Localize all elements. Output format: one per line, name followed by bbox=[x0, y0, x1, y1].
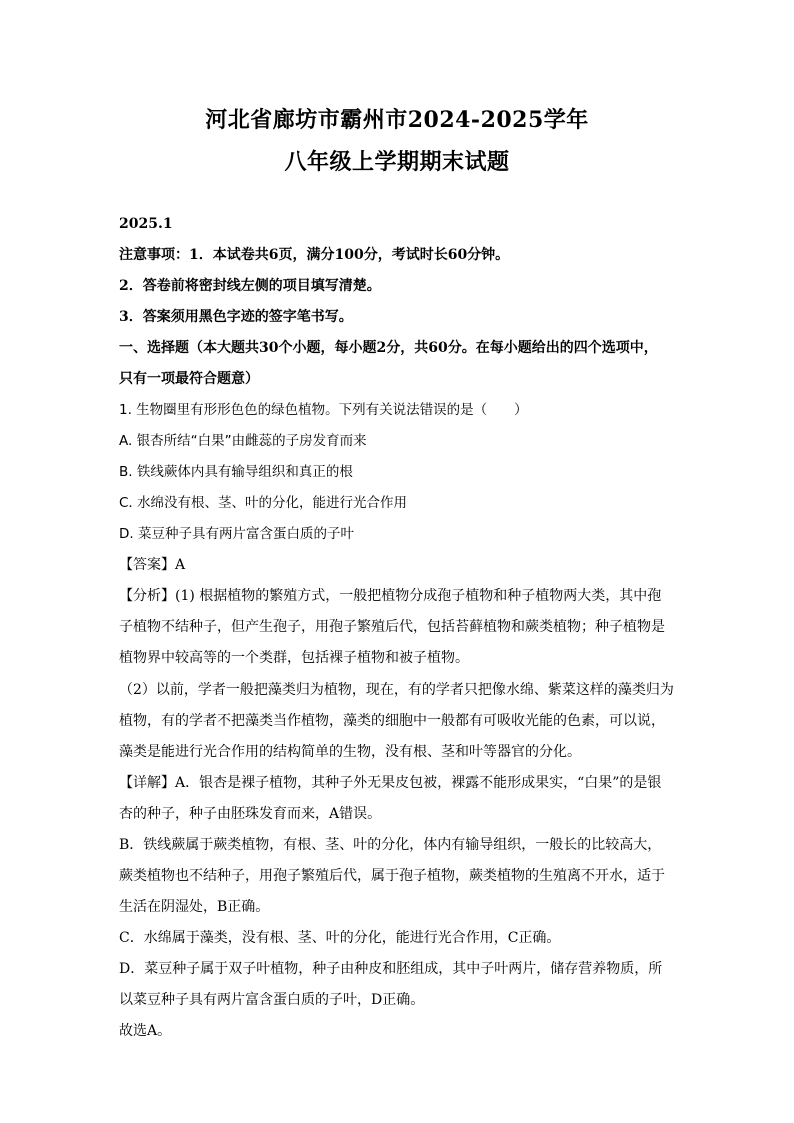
notice-line: 2．答卷前将密封线左侧的项目填写清楚。 bbox=[119, 278, 381, 294]
detail-line: 以菜豆种子具有两片富含蛋白质的子叶，D正确。 bbox=[119, 992, 425, 1008]
section-heading-line: 一、选择题（本大题共30个小题，每小题2分，共60分。在每小题给出的四个选项中， bbox=[119, 340, 658, 356]
notice-line: 注意事项：1．本试卷共6页，满分100分，考试时长60分钟。 bbox=[119, 247, 510, 263]
exam-date: 2025.1 bbox=[119, 216, 173, 232]
detail-line: 生活在阴湿处，B正确。 bbox=[119, 899, 270, 915]
detail-line: D．菜豆种子属于双子叶植物，种子由种皮和胚组成，其中子叶两片，储存营养物质，所 bbox=[119, 961, 663, 977]
conclusion-line: 故选A。 bbox=[119, 1023, 172, 1039]
analysis-line: 子植物不结种子，但产生孢子，用孢子繁殖后代，包括苔藓植物和蕨类植物；种子植物是 bbox=[119, 619, 665, 635]
section-heading-line: 只有一项最符合题意） bbox=[119, 371, 259, 387]
document-title-line-2: 八年级上学期期末试题 bbox=[284, 149, 510, 175]
document-title-line-1: 河北省廊坊市霸州市2024-2025学年 bbox=[205, 107, 589, 133]
detail-line: B．铁线蕨属于蕨类植物，有根、茎、叶的分化，体内有输导组织，一般长的比较高大， bbox=[119, 837, 662, 853]
analysis-line: 【分析】(1) 根据植物的繁殖方式，一般把植物分成孢子植物和种子植物两大类，其中孢 bbox=[119, 588, 662, 604]
option-b: B. 铁线蕨体内具有输导组织和真正的根 bbox=[119, 464, 353, 480]
detail-line: 蕨类植物也不结种子，用孢子繁殖后代，属于孢子植物，蕨类植物的生殖离不开水，适于 bbox=[119, 868, 665, 884]
detail-line: 【详解】A．银杏是裸子植物，其种子外无果皮包被，裸露不能形成果实，“白果”的是银 bbox=[119, 775, 662, 791]
option-d: D. 菜豆种子具有两片富含蛋白质的子叶 bbox=[119, 526, 354, 542]
detail-line: C．水绵属于藻类，没有根、茎、叶的分化，能进行光合作用，C正确。 bbox=[119, 930, 561, 946]
analysis-line: 藻类是能进行光合作用的结构简单的生物，没有根、茎和叶等器官的分化。 bbox=[119, 744, 581, 760]
question-stem: 1. 生物圈里有形形色色的绿色植物。下列有关说法错误的是（ ） bbox=[119, 402, 528, 418]
analysis-line: （2）以前，学者一般把藻类归为植物，现在，有的学者只把像水绵、紫菜这样的藻类归为 bbox=[119, 682, 674, 698]
answer-line: 【答案】A bbox=[119, 557, 186, 573]
option-c: C. 水绵没有根、茎、叶的分化，能进行光合作用 bbox=[119, 495, 408, 511]
detail-line: 杏的种子，种子由胚珠发育而来，A错误。 bbox=[119, 806, 382, 822]
analysis-line: 植物界中较高等的一个类群，包括裸子植物和被子植物。 bbox=[119, 650, 469, 666]
option-a: A. 银杏所结“白果”由雌蕊的子房发育而来 bbox=[119, 433, 367, 449]
analysis-line: 植物，有的学者不把藻类当作植物，藻类的细胞中一般都有可吸收光能的色素，可以说， bbox=[119, 713, 665, 729]
notice-line: 3．答案须用黑色字迹的签字笔书写。 bbox=[119, 309, 353, 325]
